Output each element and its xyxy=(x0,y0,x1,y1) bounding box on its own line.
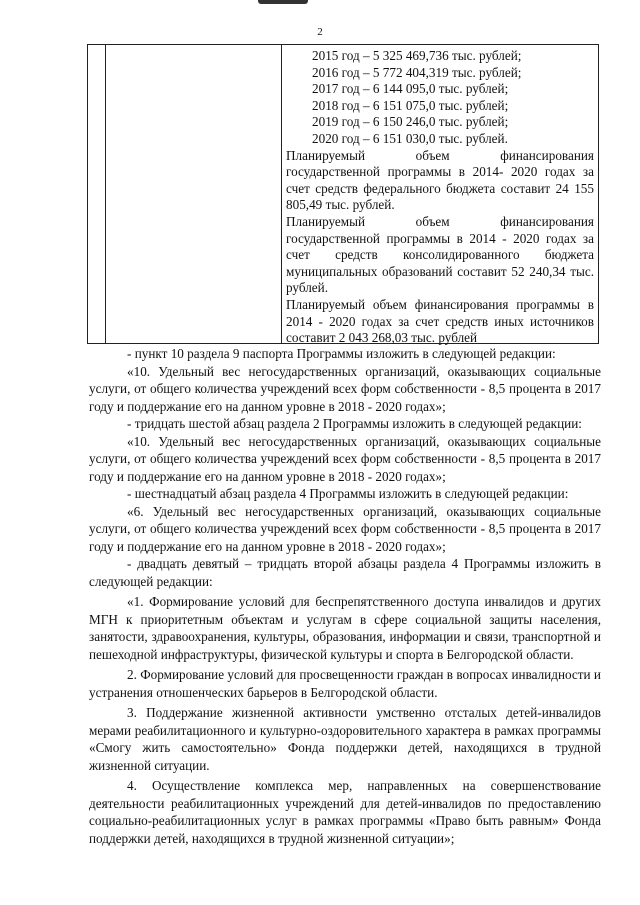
financing-cell xyxy=(286,48,594,347)
table-column-divider xyxy=(105,45,106,343)
paragraph: «10. Удельный вес негосударственных организаций, оказывающих социальные услуги, от общего количества учреждений всех форм собственности - 8,5 процента в 2017 году и поддержание его на данном уровне в 2018 - 2020 годах»; xyxy=(89,363,601,414)
paragraph: - шестнадцатый абзац раздела 4 Программы изложить в следующей редакции: xyxy=(127,486,569,501)
paragraph: 2. Формирование условий для просвещенности граждан в вопросах инвалидности и устранения отношенческих барьеров в Белгородской области. xyxy=(89,667,601,700)
paragraph: «6. Удельный вес негосударственных организаций, оказывающих социальные услуги, от общего количества учреждений всех форм собственности - 8,5 процента в 2017 году и поддержание его на данном уровне в 2018 - 2020 годах»; xyxy=(89,503,601,554)
federal-budget-text: Планируемый объем финансирования государственной программы в 2014- 2020 годах за счет средств федерального бюджета составит 24 155 805,49 тыс. рублей. xyxy=(286,147,594,213)
year-line: 2015 год – 5 325 469,736 тыс. рублей; xyxy=(312,48,522,63)
year-line: 2018 год – 6 151 075,0 тыс. рублей; xyxy=(312,97,509,113)
municipal-budget-text: Планируемый объем финансирования государственной программы в 2014 - 2020 годах за счет средств консолидированного бюджета муниципальных образований составит 52 240,34 тыс. рублей. xyxy=(286,213,594,296)
other-sources-text: Планируемый объем финансирования программы в 2014 - 2020 годах за счет средств иных источников составит 2 043 268,03 тыс. рублей xyxy=(286,296,594,346)
document-body xyxy=(89,345,601,847)
page-number: 2 xyxy=(317,26,323,38)
paragraph: - тридцать шестой абзац раздела 2 Программы изложить в следующей редакции: xyxy=(127,416,582,431)
year-line: 2019 год – 6 150 246,0 тыс. рублей; xyxy=(312,114,509,130)
year-line: 2020 год – 6 151 030,0 тыс. рублей. xyxy=(312,130,508,146)
paragraph: «1. Формирование условий для беспрепятственного доступа инвалидов и других МГН к приоритетным объектам и услугам в сфере социальной защиты населения, занятости, здравоохранения, культуры, образования, информации и связи, транспортной и пешеходной инфраструктуры, физической культуры и спорта в Белгородской области. xyxy=(89,594,601,662)
paragraph: 3. Поддержание жизненной активности умственно отсталых детей-инвалидов мерами реабилитационного и культурно-оздоровительного характера в рамках программы «Смогу жить самостоятельно» Фонда поддержки детей, находящихся в трудной жизненной ситуации. xyxy=(89,705,601,773)
financing-table xyxy=(87,44,599,344)
paragraph: - пункт 10 раздела 9 паспорта Программы изложить в следующей редакции: xyxy=(127,346,556,361)
scan-artifact xyxy=(258,0,308,4)
paragraph: «10. Удельный вес негосударственных организаций, оказывающих социальные услуги, от общего количества учреждений всех форм собственности - 8,5 процента в 2017 году и поддержание его на данном уровне в 2018 - 2020 годах»; xyxy=(89,433,601,484)
table-column-divider xyxy=(281,45,282,343)
paragraph: - двадцать девятый – тридцать второй абзацы раздела 4 Программы изложить в следующей редакции: xyxy=(89,556,601,589)
year-line: 2017 год – 6 144 095,0 тыс. рублей; xyxy=(312,81,509,97)
paragraph: 4. Осуществление комплекса мер, направленных на совершенствование деятельности реабилитационных учреждений для детей-инвалидов по предоставлению социально-реабилитационных услуг в рамках программы «Право быть равным» Фонда поддержки детей, находящихся в трудной жизненной ситуации»; xyxy=(89,778,601,846)
year-line: 2016 год – 5 772 404,319 тыс. рублей; xyxy=(312,64,522,80)
